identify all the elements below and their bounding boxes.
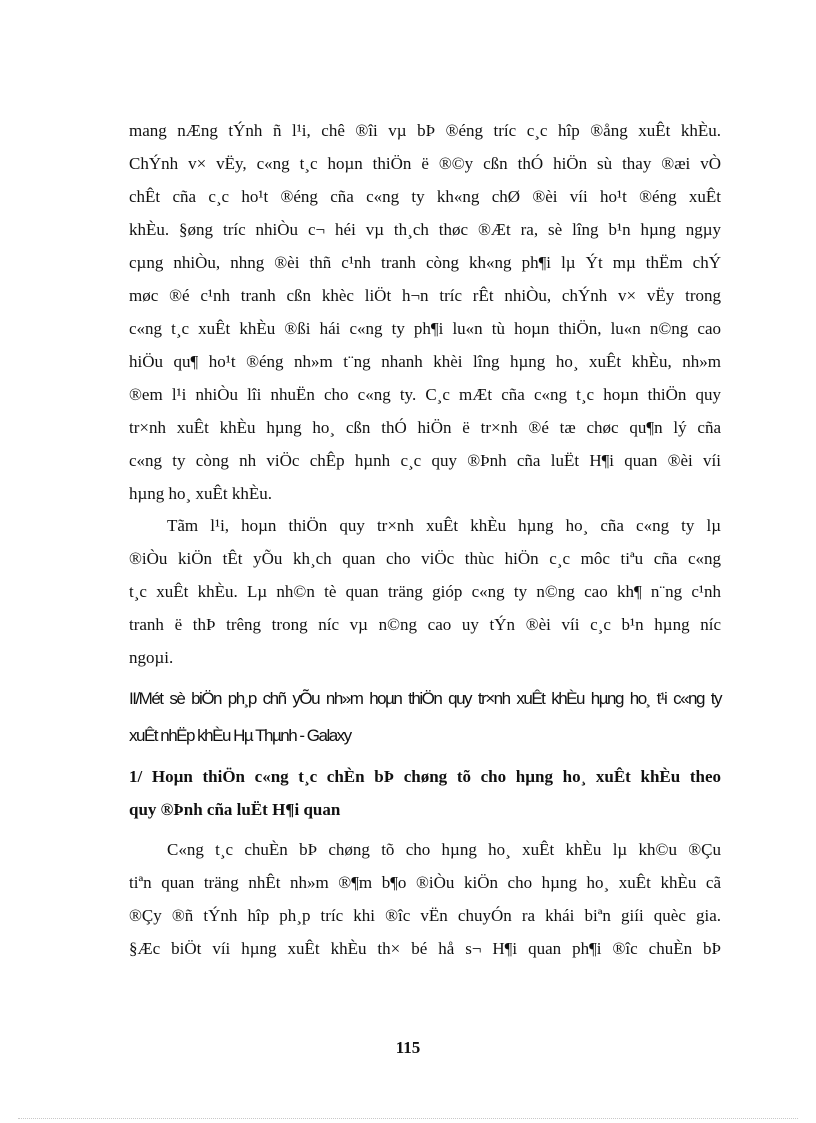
text-line: cµng nhiÒu, nhng ®èi thñ c¹nh tranh còng kh«ng ph¶i lµ Ýt mµ thËm chÝ	[129, 253, 721, 272]
text-line: tr×nh xuÊt khÈu hµng ho¸ cßn thÓ hiÖn ë tr×nh ®é tæ chøc qu¶n lý cña	[129, 418, 721, 437]
text-line: c«ng ty còng nh viÖc chÊp hµnh c¸c quy ®Þnh cña luËt H¶i quan ®èi víi	[129, 451, 721, 470]
subheading	[129, 760, 721, 826]
page-number: 115	[395, 1038, 421, 1057]
footer-divider	[18, 1118, 798, 1119]
text-line: ®iÒu kiÖn tÊt yÕu kh¸ch quan cho viÖc thùc hiÖn c¸c môc tiªu cña c«ng	[129, 549, 721, 568]
text-line: hiÖu qu¶ ho¹t ®éng nh»m t¨ng nhanh khèi lîng hµng ho¸ xuÊt khÈu, nh»m	[129, 352, 721, 371]
body-paragraph-3	[129, 833, 721, 965]
text-line: chÊt cña c¸c ho¹t ®éng cña c«ng ty kh«ng chØ ®èi víi ho¹t ®éng xuÊt	[129, 187, 721, 206]
text-line: ngoµi.	[129, 648, 174, 667]
text-line: §Æc biÖt víi hµng xuÊt khÈu th× bé hå s¬ H¶i quan ph¶i ®îc chuÈn bÞ	[129, 939, 721, 958]
subheading-line: quy ®Þnh cña luËt H¶i quan	[129, 800, 341, 819]
text-line: khÈu. §øng tríc nhiÒu c¬ héi vµ th¸ch thøc ®Æt ra, sè lîng b¹n hµng ngµy	[129, 220, 721, 239]
subheading-line: 1/ Hoµn thiÖn c«ng t¸c chÈn bÞ chøng tõ cho hµng ho¸ xuÊt khÈu theo	[129, 767, 721, 786]
text-line: Tãm l¹i, hoµn thiÖn quy tr×nh xuÊt khÈu hµng ho¸ cña c«ng ty lµ	[167, 516, 721, 535]
text-line: hµng ho¸ xuÊt khÈu.	[129, 484, 272, 503]
text-line: c«ng t¸c xuÊt khÈu ®ßi hái c«ng ty ph¶i lu«n tù hoµn thiÖn, lu«n n©ng cao	[129, 319, 721, 338]
section-heading-line: II/Mét sè biÖn ph¸p chñ yÕu nh»m hoµn thiÖn quy tr×nh xuÊt khÈu hµng ho¸ t¹i c«ng ty	[129, 689, 721, 708]
text-line: t¸c xuÊt khÈu. Lµ nh©n tè quan träng gióp c«ng ty n©ng cao kh¶ n¨ng c¹nh	[129, 582, 721, 601]
text-line: ®em l¹i nhiÒu lîi nhuËn cho c«ng ty. C¸c mÆt cña c«ng t¸c hoµn thiÖn quy	[129, 385, 721, 404]
body-paragraph-2	[129, 509, 721, 674]
text-line: tiªn quan träng nhÊt nh»m ®¶m b¶o ®iÒu kiÖn cho hµng ho¸ xuÊt khÈu cã	[129, 873, 721, 892]
text-line: ChÝnh v× vËy, c«ng t¸c hoµn thiÖn ë ®©y cßn thÓ hiÖn sù thay ®æi vÒ	[129, 154, 721, 173]
section-heading	[129, 680, 721, 754]
section-heading-line: xuÊt nhËp khÈu Hµ Thµnh - Galaxy	[129, 726, 351, 745]
text-line: ®Çy ®ñ tÝnh hîp ph¸p tríc khi ®îc vËn chuyÓn ra khái biªn giíi quèc gia.	[129, 906, 721, 925]
text-line: tranh ë thÞ trêng trong níc vµ n©ng cao uy tÝn ®èi víi c¸c b¹n hµng níc	[129, 615, 721, 634]
text-line: møc ®é c¹nh tranh cßn khèc liÖt h¬n tríc rÊt nhiÒu, chÝnh v× vËy trong	[129, 286, 721, 305]
body-paragraph-1	[129, 114, 721, 510]
text-line: C«ng t¸c chuÈn bÞ chøng tõ cho hµng ho¸ xuÊt khÈu lµ kh©u ®Çu	[167, 840, 721, 859]
text-line: mang nÆng tÝnh ñ l¹i, chê ®îi vµ bÞ ®éng tríc c¸c hîp ®ång xuÊt khÈu.	[129, 121, 721, 140]
